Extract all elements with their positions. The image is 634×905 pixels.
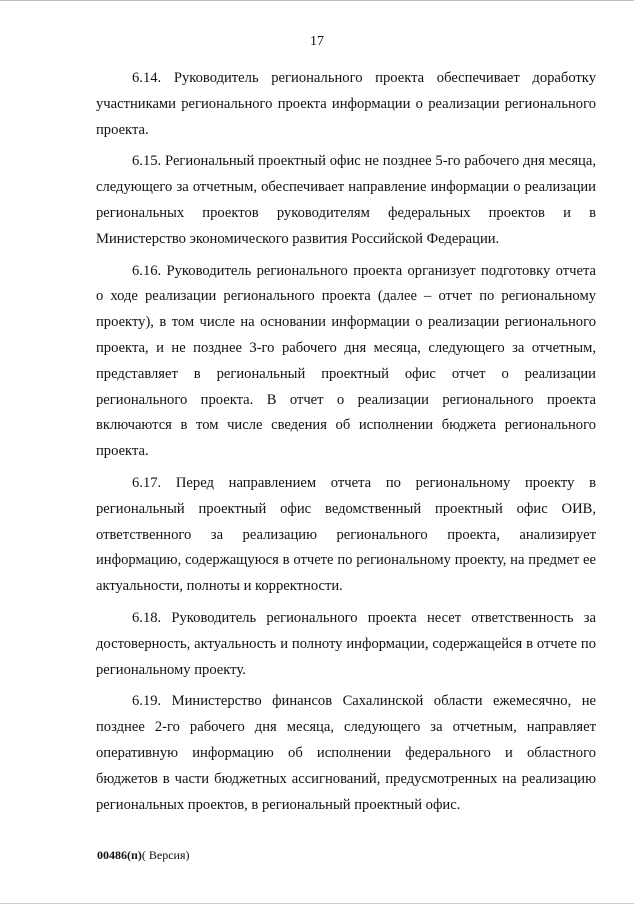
document-code: 00486(п) <box>97 848 142 862</box>
scan-edge-top <box>0 0 634 1</box>
document-body <box>96 66 596 824</box>
page-number: 17 <box>310 34 324 49</box>
paragraph-6-18: 6.18. Руководитель регионального проекта несет ответственность за достоверность, актуальность и полноту информации, содержащейся в отчете по региональному проекту. <box>96 609 596 678</box>
document-version: ( Версия) <box>141 848 190 862</box>
paragraph-6-16: 6.16. Руководитель регионального проекта организует подготовку отчета о ходе реализации регионального проекта (далее – отчет по региональному проекту), в том числе на основании информации о реализации регионального проекта, и не позднее 3-го рабочего дня месяца, следующего за отчетным, представляет в региональный проектный офис отчет о реализации регионального проекта. В отчет о реализации регионального проекта включаются в том числе сведения об исполнении бюджета регионального проекта. <box>96 262 596 460</box>
document-footer <box>97 848 190 863</box>
paragraph-6-19: 6.19. Министерство финансов Сахалинской области ежемесячно, не позднее 2-го рабочего дня месяца, следующего за отчетным, направляет оперативную информацию об исполнении федерального и областного бюджетов в части бюджетных ассигнований, предусмотренных на реализацию региональных проектов, в региональный проектный офис. <box>96 693 596 813</box>
scan-edge-bottom <box>0 903 634 904</box>
paragraph-6-14: 6.14. Руководитель регионального проекта обеспечивает доработку участниками регионального проекта информации о реализации регионального проекта. <box>96 70 596 138</box>
paragraph-6-15: 6.15. Региональный проектный офис не позднее 5-го рабочего дня месяца, следующего за отчетным, обеспечивает направление информации о реализации региональных проектов руководителям федеральных проектов и в Министерство экономического развития Российской Федерации. <box>96 153 596 247</box>
paragraph-6-17: 6.17. Перед направлением отчета по региональному проекту в региональный проектный офис ведомственный проектный офис ОИВ, ответственного за реализацию регионального проекта, анализирует информацию, содержащуюся в отчете по региональному проекту, на предмет ее актуальности, полноты и корректности. <box>96 474 596 595</box>
